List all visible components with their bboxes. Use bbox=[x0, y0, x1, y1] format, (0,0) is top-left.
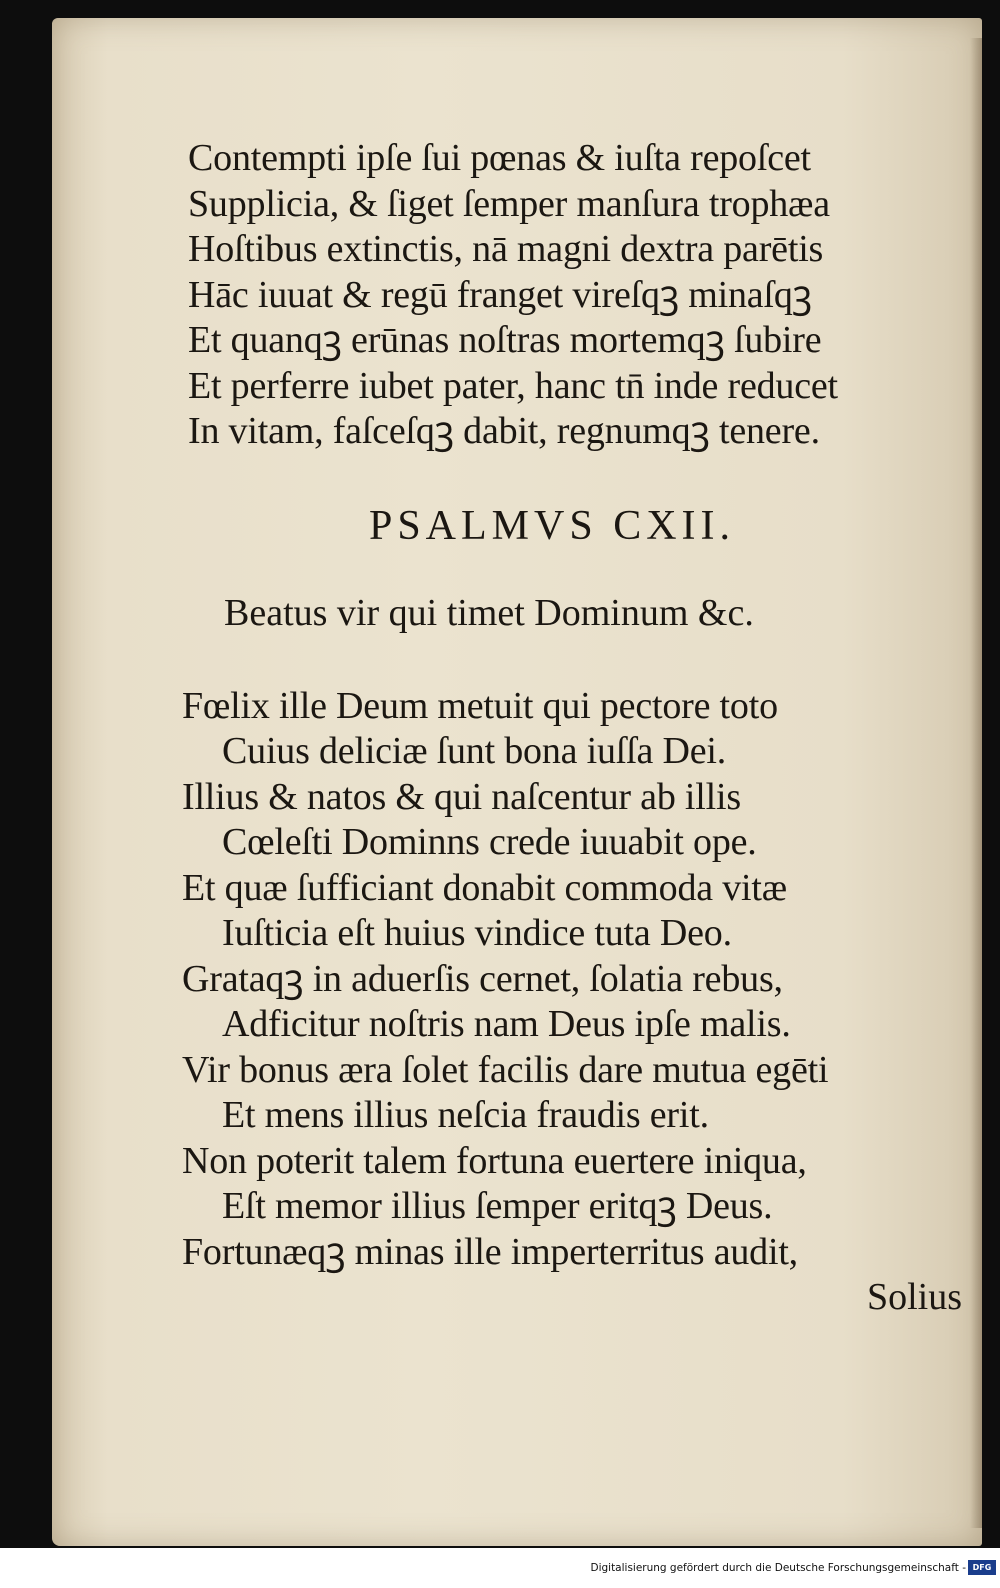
verse-line: Cœleſti Dominns crede iuuabit ope. bbox=[222, 821, 757, 863]
verse-line: Adficitur noſtris nam Deus ipſe malis. bbox=[222, 1003, 791, 1045]
verse-line: Et mens illius neſcia fraudis erit. bbox=[222, 1094, 709, 1136]
verse-line: Et quæ ſufficiant donabit commoda vitæ bbox=[182, 866, 787, 909]
verse-line: Contempti ipſe ſui pœnas & iuſta repoſcet bbox=[188, 137, 811, 179]
dfg-logo-icon: DFG bbox=[968, 1560, 996, 1575]
verse-line: Cuius deliciæ ſunt bona iuſſa Dei. bbox=[222, 730, 727, 772]
verse-line: In vitam, faſceſqꝫ dabit, regnumqꝫ tenere. bbox=[188, 410, 820, 452]
digitization-footer bbox=[0, 1548, 1000, 1588]
verse-line: Iuſticia eſt huius vindice tuta Deo. bbox=[222, 912, 732, 954]
page-edge-shadow bbox=[970, 38, 982, 1528]
verse-line: Illius & natos & qui naſcentur ab illis bbox=[182, 775, 741, 818]
verse-line: Supplicia, & ſiget ſemper manſura trophæa bbox=[188, 182, 830, 225]
verse-stanza-psalm bbox=[182, 684, 942, 1276]
psalm-incipit: Beatus vir qui timet Dominum &c. bbox=[224, 591, 754, 634]
verse-line: Hoſtibus extinctis, nā magni dextra parētis bbox=[188, 228, 824, 270]
verse-line: Fœlix ille Deum metuit qui pectore toto bbox=[182, 684, 778, 727]
verse-line: Non poterit talem fortuna euertere iniqua, bbox=[182, 1139, 807, 1182]
verse-stanza-continuation bbox=[182, 136, 942, 455]
verse-line: Vir bonus æra ſolet facilis dare mutua egēti bbox=[182, 1048, 829, 1091]
page-text bbox=[182, 136, 962, 1320]
verse-line: Hāc iuuat & regū franget vireſqꝫ minaſqꝫ bbox=[188, 273, 812, 316]
catchword: Solius bbox=[866, 1276, 962, 1318]
verse-line: Grataqꝫ in aduerſis cernet, ſolatia rebus, bbox=[182, 957, 783, 1000]
psalm-heading: PSALMVS CXII. bbox=[368, 502, 736, 549]
funding-credit: Digitalisierung gefördert durch die Deutsche Forschungsgemeinschaft - bbox=[590, 1562, 966, 1574]
verse-line: Eſt memor illius ſemper eritqꝫ Deus. bbox=[222, 1185, 773, 1227]
verse-line: Et quanqꝫ erūnas noſtras mortemqꝫ ſubire bbox=[188, 319, 822, 361]
verse-line: Et perferre iubet pater, hanc tn̄ inde reducet bbox=[188, 364, 838, 407]
verse-line: Fortunæqꝫ minas ille imperterritus audit, bbox=[182, 1230, 798, 1273]
book-page bbox=[52, 18, 982, 1546]
